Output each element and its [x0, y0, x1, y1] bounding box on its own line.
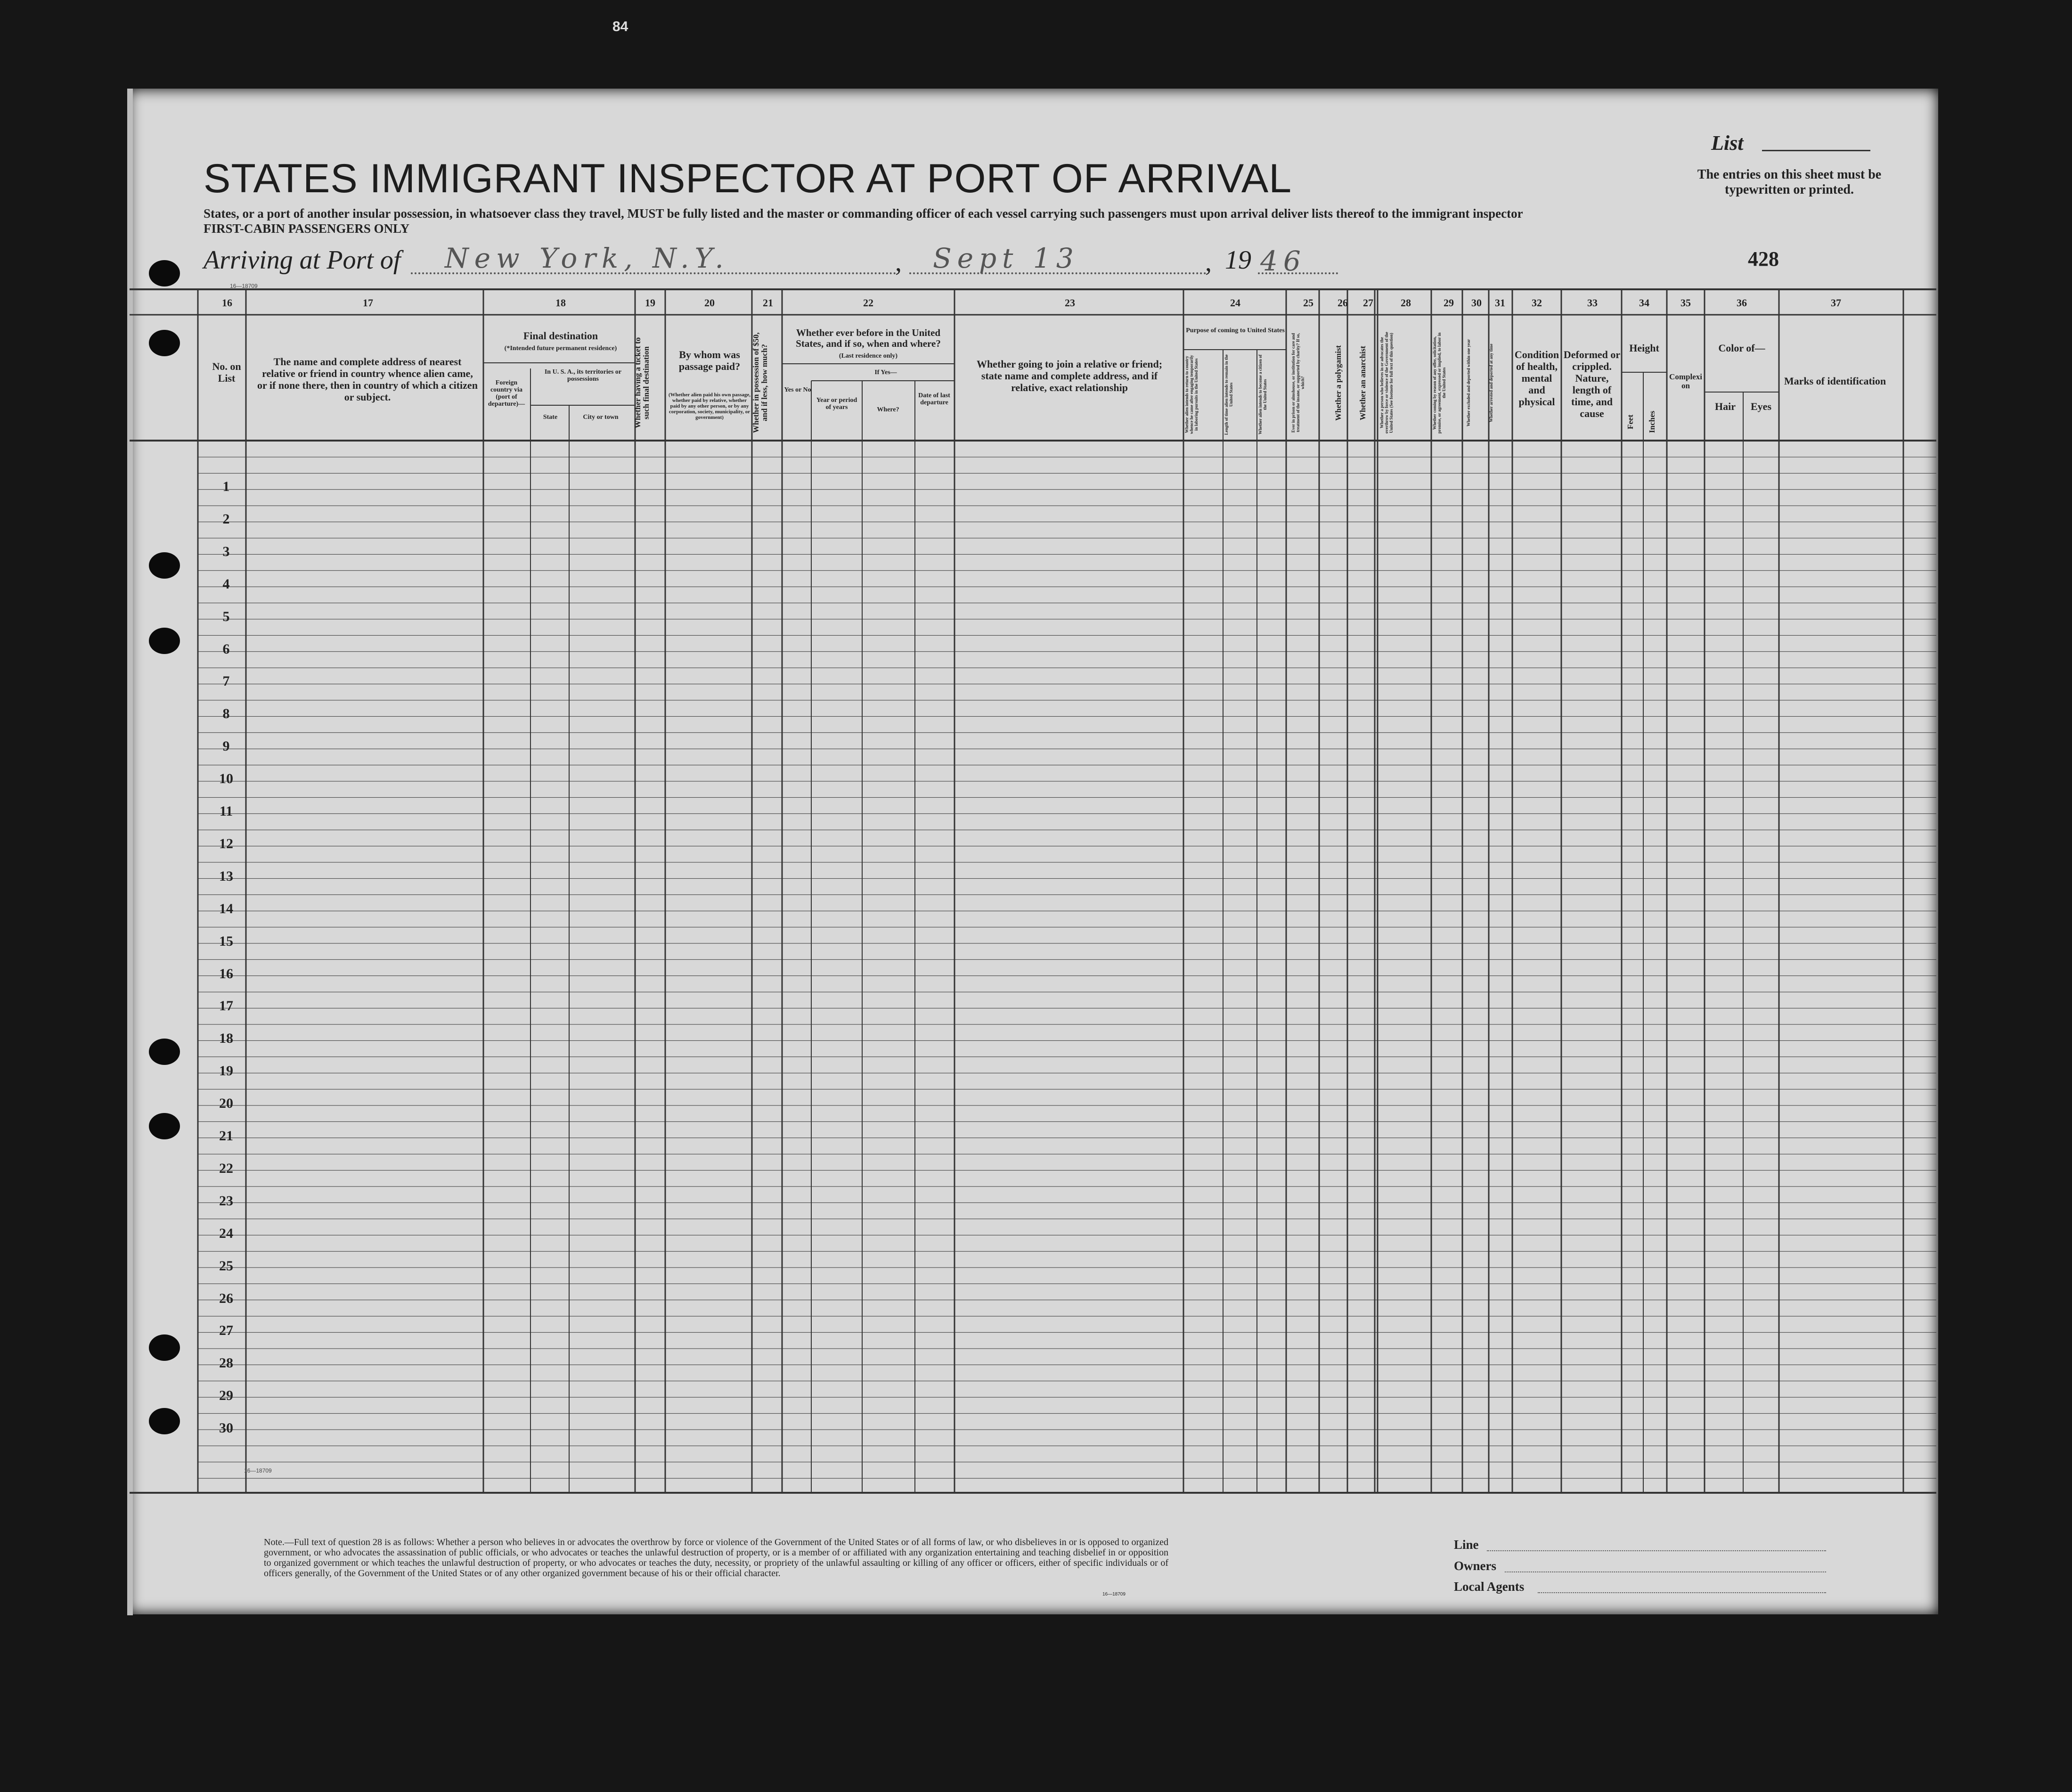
- line-field[interactable]: [1487, 1550, 1826, 1551]
- row-number: 17: [219, 998, 233, 1014]
- row-number: 22: [219, 1160, 233, 1176]
- header-height: Height: [1629, 342, 1659, 354]
- row-number: 19: [219, 1063, 233, 1079]
- header-final-destination-note: (*Intended future permanent residence): [504, 345, 617, 352]
- header-date-last-departure: Date of last departure: [918, 392, 950, 406]
- row-number: 28: [219, 1355, 233, 1371]
- header-purpose-return: Whether alien intends to return to country whence he came after engaging temporarily in laboring pursuits in the United States: [1184, 355, 1199, 434]
- row-number: 23: [219, 1193, 233, 1209]
- comma-separator: ,: [895, 248, 902, 277]
- header-no-on-list: No. on List: [212, 360, 241, 384]
- header-prison: Ever in prison or almshouse, or institution for care and treatment of the insane, or supported by charity? If so, which?: [1291, 333, 1305, 433]
- col-number-19: 19: [645, 297, 655, 309]
- local-agents-label: Local Agents: [1454, 1579, 1525, 1594]
- local-agents-field[interactable]: [1538, 1592, 1826, 1593]
- top-mark: 84: [612, 19, 628, 34]
- col-number-20: 20: [704, 297, 715, 309]
- footnote-form-id: 16—18709: [1102, 1592, 1126, 1597]
- row-number: 18: [219, 1031, 233, 1047]
- row-number: 13: [219, 868, 233, 884]
- header-possession-50: Whether in possession of $50, and if less, how much?: [751, 332, 769, 434]
- col-number-28: 28: [1401, 297, 1411, 309]
- row-number: 11: [219, 803, 233, 819]
- header-excluded: Whether excluded and deported within one year: [1466, 339, 1471, 427]
- header-city-or-town: City or town: [583, 414, 619, 421]
- header-last-residence: (Last residence only): [839, 352, 898, 360]
- col-number-23: 23: [1065, 297, 1075, 309]
- row-number: 14: [219, 900, 233, 916]
- header-hair: Hair: [1715, 401, 1736, 412]
- col-number-27: 27: [1363, 297, 1373, 309]
- header-health: Condition of health, mental and physical: [1514, 349, 1559, 408]
- form-subtitle-class: FIRST-CABIN PASSENGERS ONLY: [204, 221, 410, 236]
- col-number-24: 24: [1230, 297, 1240, 309]
- header-arrested: Whether arrested and deported at any time: [1489, 344, 1493, 422]
- row-number: 29: [219, 1388, 233, 1404]
- row-number: 20: [219, 1096, 233, 1112]
- port-value[interactable]: New York, N.Y.: [445, 242, 729, 274]
- col-number-34: 34: [1639, 297, 1649, 309]
- year-prefix: 19: [1225, 245, 1251, 275]
- header-anarchist: Whether an anarchist: [1358, 345, 1367, 420]
- header-foreign-country: Foreign country via (port of departure)—: [488, 379, 525, 408]
- header-join-relative: Whether going to join a relative or friend; state name and complete address, and if relative, exact relationship: [976, 358, 1163, 393]
- header-purpose-citizen: Whether alien intends to become a citizen of the United States: [1258, 354, 1267, 435]
- list-field[interactable]: [1762, 150, 1870, 151]
- row-number: 21: [219, 1128, 233, 1144]
- col-number-17: 17: [363, 297, 373, 309]
- comma-separator: ,: [1205, 248, 1212, 277]
- header-polygamist: Whether a polygamist: [1334, 345, 1343, 421]
- row-number: 6: [222, 641, 230, 657]
- header-final-destination: Final destination: [523, 330, 598, 342]
- year-value[interactable]: 46: [1260, 245, 1306, 277]
- row-number: 2: [222, 511, 230, 527]
- col-number-35: 35: [1680, 297, 1691, 309]
- row-number: 25: [219, 1258, 233, 1274]
- date-value[interactable]: Sept 13: [933, 242, 1079, 274]
- col-number-37: 37: [1831, 297, 1841, 309]
- manifest-table: [130, 288, 1936, 1495]
- header-feet: Feet: [1626, 414, 1635, 429]
- col-number-31: 31: [1495, 297, 1505, 309]
- owners-label: Owners: [1454, 1559, 1496, 1573]
- row-number: 3: [222, 543, 230, 559]
- row-number: 8: [222, 706, 230, 722]
- row-number: 26: [219, 1290, 233, 1306]
- line-label: Line: [1454, 1538, 1479, 1552]
- header-ticket: Whether having a ticket to such final destination: [633, 337, 651, 429]
- header-nearest-relative: The name and complete address of nearest relative or friend in country whence alien came, or if none there, then in country of which a citizen or subject.: [257, 356, 478, 403]
- form-title: STATES IMMIGRANT INSPECTOR AT PORT OF ARRIVAL: [204, 156, 1292, 201]
- header-if-yes: If Yes—: [874, 369, 897, 376]
- header-in-usa: In U. S. A., its territories or possessions: [544, 368, 622, 383]
- col-number-21: 21: [763, 297, 773, 309]
- row-number: 5: [222, 608, 230, 624]
- row-number: 30: [219, 1420, 233, 1436]
- col-number-29: 29: [1444, 297, 1454, 309]
- header-labor-offer: Whether coming by reason of any offer, solicitation, promise, or agreement, expressed or implied, to labor in the United States: [1432, 332, 1446, 434]
- col-number-26: 26: [1338, 297, 1348, 309]
- header-where: Where?: [877, 406, 899, 413]
- typewritten-note: The entries on this sheet must be typewritten or printed.: [1697, 167, 1882, 197]
- col-number-22: 22: [863, 297, 873, 309]
- row-number: 1: [222, 479, 230, 494]
- col-number-36: 36: [1737, 297, 1747, 309]
- punch-hole-icon: [149, 260, 180, 286]
- row-number: 15: [219, 933, 233, 949]
- col-number-16: 16: [222, 297, 232, 309]
- row-number: 10: [219, 771, 233, 787]
- arriving-label: Arriving at Port of: [204, 245, 401, 275]
- form-number: 16—18709: [230, 283, 258, 289]
- row-number: 27: [219, 1323, 233, 1339]
- header-overthrow: Whether a person who believes in or advocates the overthrow by force or violence of the Government of the United States (See footnote for full text of this question): [1379, 332, 1394, 434]
- year-field-line: [1258, 272, 1338, 274]
- header-deformed: Deformed or crippled. Nature, length of time, and cause: [1563, 349, 1621, 419]
- header-inches: Inches: [1648, 410, 1656, 433]
- header-color-of: Color of—: [1718, 342, 1765, 354]
- row-number: 12: [219, 835, 233, 851]
- header-state: State: [543, 414, 558, 421]
- header-marks: Marks of identification: [1784, 375, 1886, 387]
- row-number: 9: [222, 738, 230, 754]
- header-purpose-length: Length of time alien intends to remain in the United States: [1224, 354, 1233, 435]
- row-number: 24: [219, 1225, 233, 1241]
- footnote-q28: Note.—Full text of question 28 is as follows: Whether a person who believes in or advocates the overthrow by force or violence of the Government of the United States or of all forms of law, or who disbelieves in or is opposed to organized government, or who advocates the assassination of public officials, or who advocates or teaches the unlawful destruction of property, or is a member of or affiliated with any organization entertaining and teaching disbelief in or opposition to organized government or which teaches the unlawful destruction of property, or who advocates or teaches the duty, necessity, or propriety of the unlawful assaulting or killing of any officer or officers, either of specific individuals or of officers generally, of the Government of the United States or of any other organized government because of his or their official character.: [264, 1537, 1168, 1579]
- row-number: 4: [222, 576, 230, 592]
- header-ever-before: Whether ever before in the United States, and if so, when and where?: [796, 327, 941, 349]
- col-number-32: 32: [1532, 297, 1542, 309]
- header-passage-paid-note: (Whether alien paid his own passage, whether paid by relative, whether paid by any other person, or by any corporation, society, municipality, or government): [669, 392, 750, 420]
- owners-field[interactable]: [1505, 1571, 1826, 1572]
- table-form-number: 16—18709: [244, 1467, 272, 1474]
- header-year-period: Year or period of years: [816, 397, 857, 411]
- sheet-number: 428: [1748, 247, 1779, 270]
- list-label: List: [1711, 131, 1744, 155]
- col-number-25: 25: [1303, 297, 1313, 309]
- header-passage-paid: By whom was passage paid?: [678, 349, 741, 372]
- header-complexion: Complexion: [1669, 372, 1702, 390]
- form-subtitle: States, or a port of another insular possession, in whatsoever class they travel, MUST be fully listed and the master or commanding officer of each vessel carrying such passengers must upon arrival deliver lists thereof to the immigrant inspector: [204, 206, 1523, 221]
- col-number-18: 18: [555, 297, 566, 309]
- row-number: 7: [222, 673, 230, 689]
- col-number-33: 33: [1587, 297, 1598, 309]
- col-number-30: 30: [1471, 297, 1482, 309]
- header-yes-or-no: Yes or No: [784, 386, 811, 393]
- row-number: 16: [219, 966, 233, 982]
- header-eyes: Eyes: [1751, 401, 1771, 412]
- header-purpose: Purpose of coming to United States: [1186, 327, 1285, 334]
